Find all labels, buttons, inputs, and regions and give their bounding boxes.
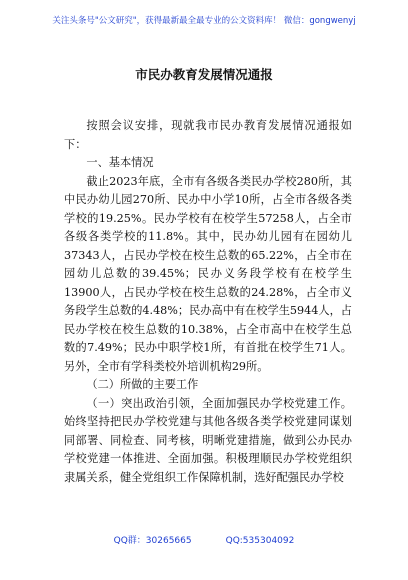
footer xyxy=(0,533,408,546)
party-building-paragraph: （一）突出政治引领，全面加强民办学校党建工作。始终坚持把民办学校党建与其他各级各类学校党建同谋划同部署、同检查、同考核，明晰党建措施，做到公办民办学校党建一体推进、全面加强。积极理顺民办学校党组织隶属关系，健全党组织工作保障机制，选好配强民办学校 xyxy=(64,396,352,484)
section-heading-work: （二）所做的主要工作 xyxy=(86,378,199,391)
qq-text: QQ:535304092 xyxy=(225,536,295,546)
document-title: 市民办教育发展情况通报 xyxy=(135,67,273,82)
section-heading-basic: 一、基本情况 xyxy=(86,156,154,169)
basic-info-paragraph: 截止2023年底，全市有各级各类民办学校280所，其中民办幼儿园270所、民办中小学10所，占全市各级各类学校的19.25%。民办学校有在校学生57258人，占全市各级各类学校的11.8%。其中，民办幼儿园有在园幼儿37343人，占民办学校在校生总数的65.22%，占全市在园幼儿总数的39.45%；民办义务段学校有在校学生13900人，占民办学校在校生总数的24.28%，占全市义务段学生总数的4.48%；民办高中有在校学生5944人，占民办学校在校生总数的10.38%，占全市高中在校学生总数的7.49%；民办中职学校1所，有首批在校学生71人。另外，全市有学科类校外培训机构29所。 xyxy=(64,174,352,373)
header-note: 关注头条号"公文研究"，获得最新最全最专业的公文资料库！ 微信：gongwenyj xyxy=(52,16,356,26)
intro-paragraph: 按照会议安排，现就我市民办教育发展情况通报如下： xyxy=(64,119,352,151)
document-body xyxy=(64,117,352,487)
qq-group-text: QQ群：30265665 xyxy=(113,536,192,546)
